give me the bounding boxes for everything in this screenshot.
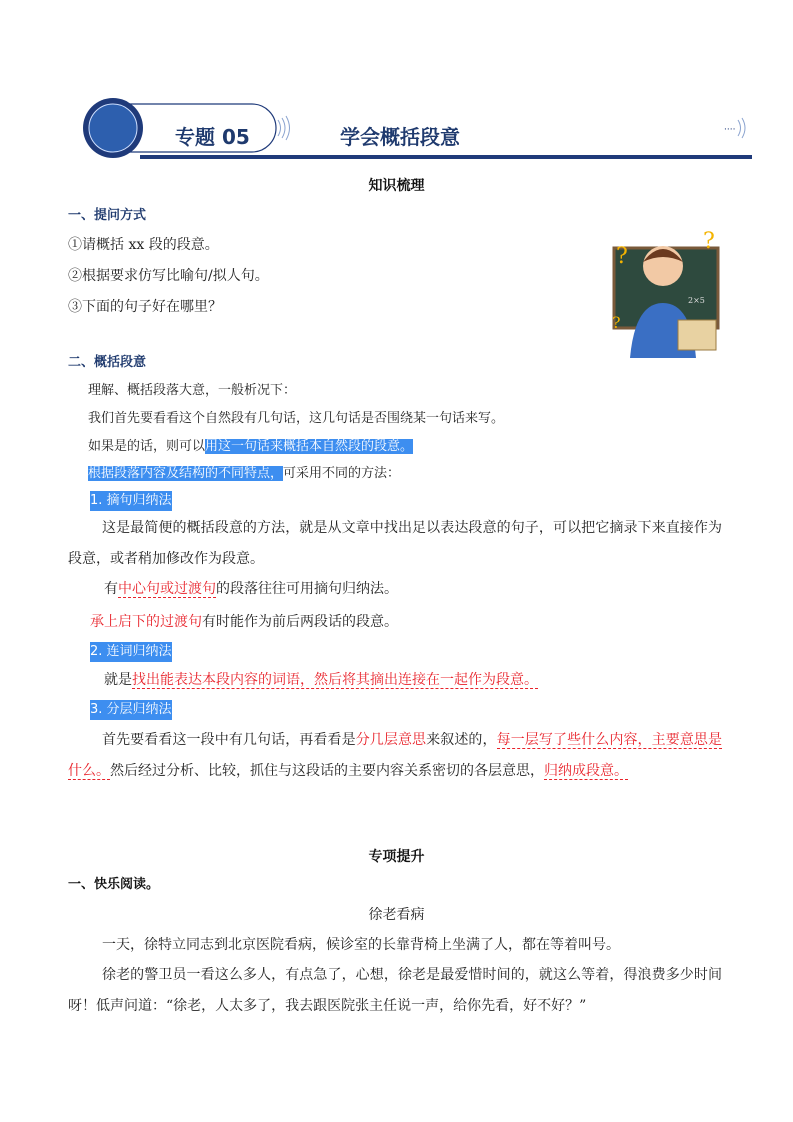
text-line: 有中心句或过渡句的段落往往可用摘句归纳法。 — [104, 581, 398, 597]
highlighted-text: 根据段落内容及结构的不同特点， — [88, 466, 284, 481]
highlighted-text: 用这一句话来概括本自然段的段意。 — [205, 439, 414, 454]
method-heading: 3. 分层归纳法 — [90, 700, 172, 720]
teacher-illustration — [608, 228, 723, 358]
heading-reading: 一、快乐阅读。 — [68, 877, 160, 892]
method-heading: 2. 连词归纳法 — [90, 642, 172, 662]
question-item: ①请概括 xx 段的段意。 — [68, 237, 219, 253]
topic-label: 专题 05 — [175, 125, 250, 149]
paragraph: 首先要看看这一段中有几句话，再看看是分几层意思来叙述的，每一层写了些什么内容，主要意思是什么。然后经过分析、比较，抓住与这段话的主要内容关系密切的各层意思，归纳成段意。 — [68, 732, 723, 779]
svg-text:?: ? — [616, 244, 628, 269]
question-item: ③下面的句子好在哪里？ — [68, 299, 222, 315]
paragraph: 徐老的警卫员一看这么多人，有点急了，心想，徐老是最爱惜时间的，就这么等着，得浪费多少时间呀！低声问道：“徐老，人太多了，我去跟医院张主任说一声，给你先看，好不好？” — [68, 967, 722, 1014]
heading-summarize: 二、概括段意 — [68, 355, 147, 370]
text-line: 承上启下的过渡句有时能作为前后两段话的段意。 — [90, 614, 398, 630]
text-line: 根据段落内容及结构的不同特点，可采用不同的方法： — [88, 466, 401, 481]
svg-text:····: ···· — [724, 125, 736, 135]
text-line: 就是找出能表达本段内容的词语，然后将其摘出连接在一起作为段意。 — [104, 672, 538, 688]
section-title: 知识梳理 — [368, 178, 425, 194]
question-item: ②根据要求仿写比喻句/拟人句。 — [68, 268, 269, 284]
svg-text:?: ? — [703, 229, 715, 254]
text-line: 我们首先要看看这个自然段有几句话，这几句话是否围绕某一句话来写。 — [88, 411, 505, 426]
heading-questions: 一、提问方式 — [68, 208, 147, 223]
section-title: 专项提升 — [368, 849, 425, 865]
text-line: 如果是的话，则可以用这一句话来概括本自然段的段意。 — [88, 439, 414, 454]
paragraph: 一天，徐特立同志到北京医院看病，候诊室的长靠背椅上坐满了人，都在等着叫号。 — [102, 937, 620, 953]
svg-text:2×5: 2×5 — [688, 296, 705, 305]
svg-text:?: ? — [612, 313, 621, 332]
method-heading: 1. 摘句归纳法 — [90, 491, 172, 511]
text-line: 理解、概括段落大意，一般析况下： — [88, 383, 297, 398]
story-title: 徐老看病 — [368, 907, 425, 923]
page-title: 学会概括段意 — [340, 125, 460, 149]
paragraph: 这是最简便的概括段意的方法，就是从文章中找出足以表达段意的句子，可以把它摘录下来直接作为段意，或者稍加修改作为段意。 — [68, 520, 722, 567]
